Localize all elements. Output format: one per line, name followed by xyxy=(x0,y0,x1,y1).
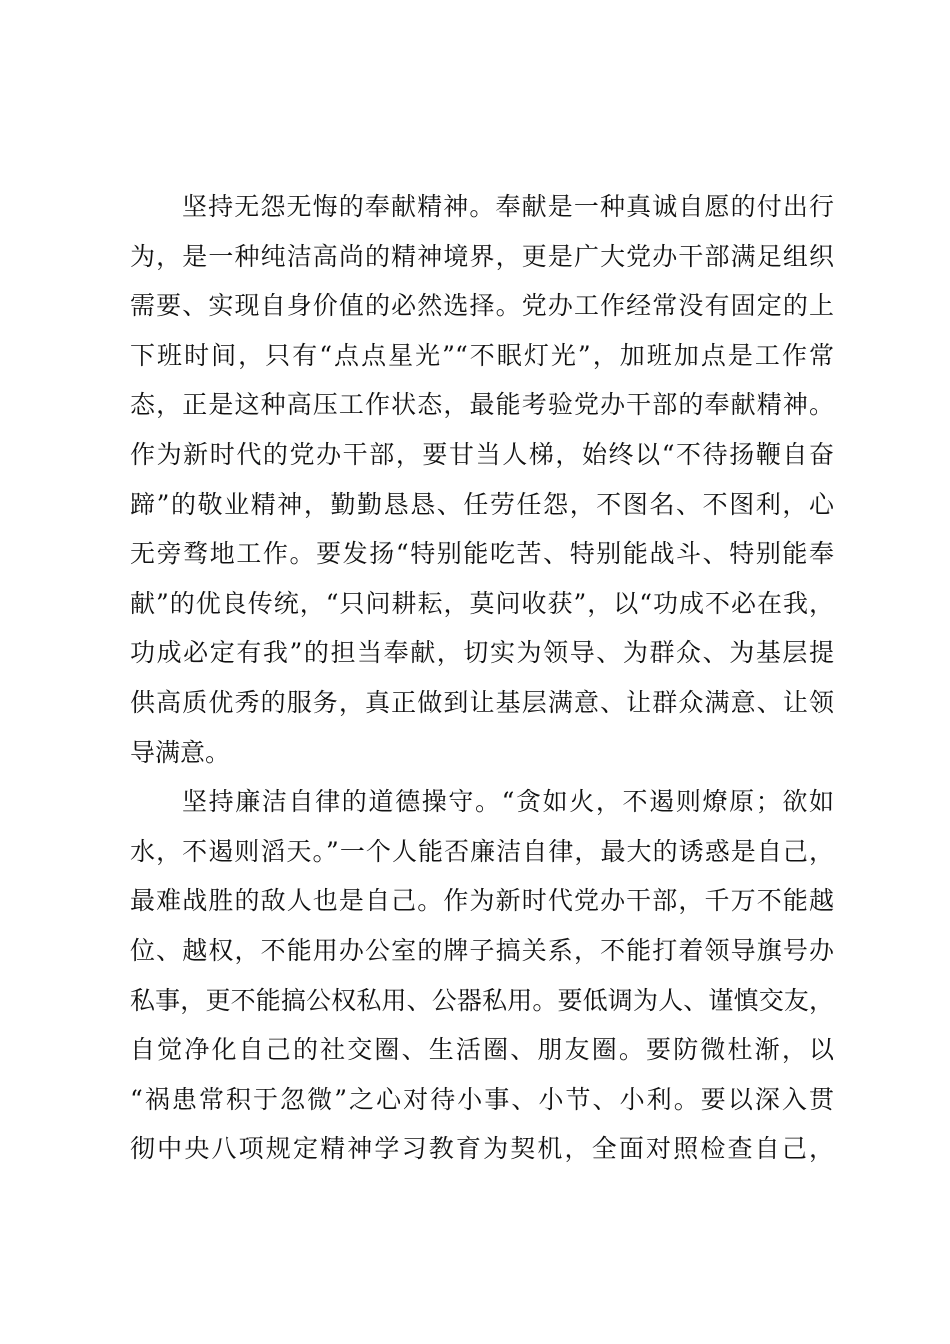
text-line: 功成必定有我”的担当奉献，切实为领导、为群众、为基层提 xyxy=(130,638,834,668)
text-line: 自觉净化自己的社交圈、生活圈、朋友圈。要防微杜渐，以 xyxy=(130,1035,834,1065)
text-line: 态，正是这种高压工作状态，最能考验党办干部的奉献精神。 xyxy=(130,390,834,420)
text-line: 水，不遏则滔天。”一个人能否廉洁自律，最大的诱惑是自己， xyxy=(130,836,834,866)
paragraph-dedication xyxy=(130,182,834,777)
text-line: 无旁骛地工作。要发扬“特别能吃苦、特别能战斗、特别能奉 xyxy=(130,539,834,569)
text-line: “祸患常积于忽微”之心对待小事、小节、小利。要以深入贯 xyxy=(130,1084,834,1114)
text-line: 最难战胜的敌人也是自己。作为新时代党办干部，千万不能越 xyxy=(130,886,834,916)
document-page xyxy=(130,182,834,1174)
text-line: 导满意。 xyxy=(130,737,231,767)
text-line: 位、越权，不能用办公室的牌子搞关系，不能打着领导旗号办 xyxy=(130,935,834,965)
text-line: 下班时间，只有“点点星光”“不眠灯光”，加班加点是工作常 xyxy=(130,340,834,370)
text-line: 作为新时代的党办干部，要甘当人梯，始终以“不待扬鞭自奋 xyxy=(130,439,834,469)
text-line: 彻中央八项规定精神学习教育为契机，全面对照检查自己， xyxy=(130,1134,834,1164)
text-line: 坚持廉洁自律的道德操守。“贪如火，不遏则燎原；欲如 xyxy=(182,787,834,817)
text-line: 坚持无怨无悔的奉献精神。奉献是一种真诚自愿的付出行 xyxy=(182,192,834,221)
text-line: 为，是一种纯洁高尚的精神境界，更是广大党办干部满足组织 xyxy=(130,241,834,271)
paragraph-integrity xyxy=(130,777,834,1174)
text-line: 私事，更不能搞公权私用、公器私用。要低调为人、谨慎交友， xyxy=(130,985,834,1015)
text-line: 供高质优秀的服务，真正做到让基层满意、让群众满意、让领 xyxy=(130,687,834,717)
text-line: 献”的优良传统，“只问耕耘，莫问收获”，以“功成不必在我， xyxy=(130,588,834,618)
text-line: 蹄”的敬业精神，勤勤恳恳、任劳任怨，不图名、不图利，心 xyxy=(130,489,834,519)
text-line: 需要、实现自身价值的必然选择。党办工作经常没有固定的上 xyxy=(130,291,834,321)
